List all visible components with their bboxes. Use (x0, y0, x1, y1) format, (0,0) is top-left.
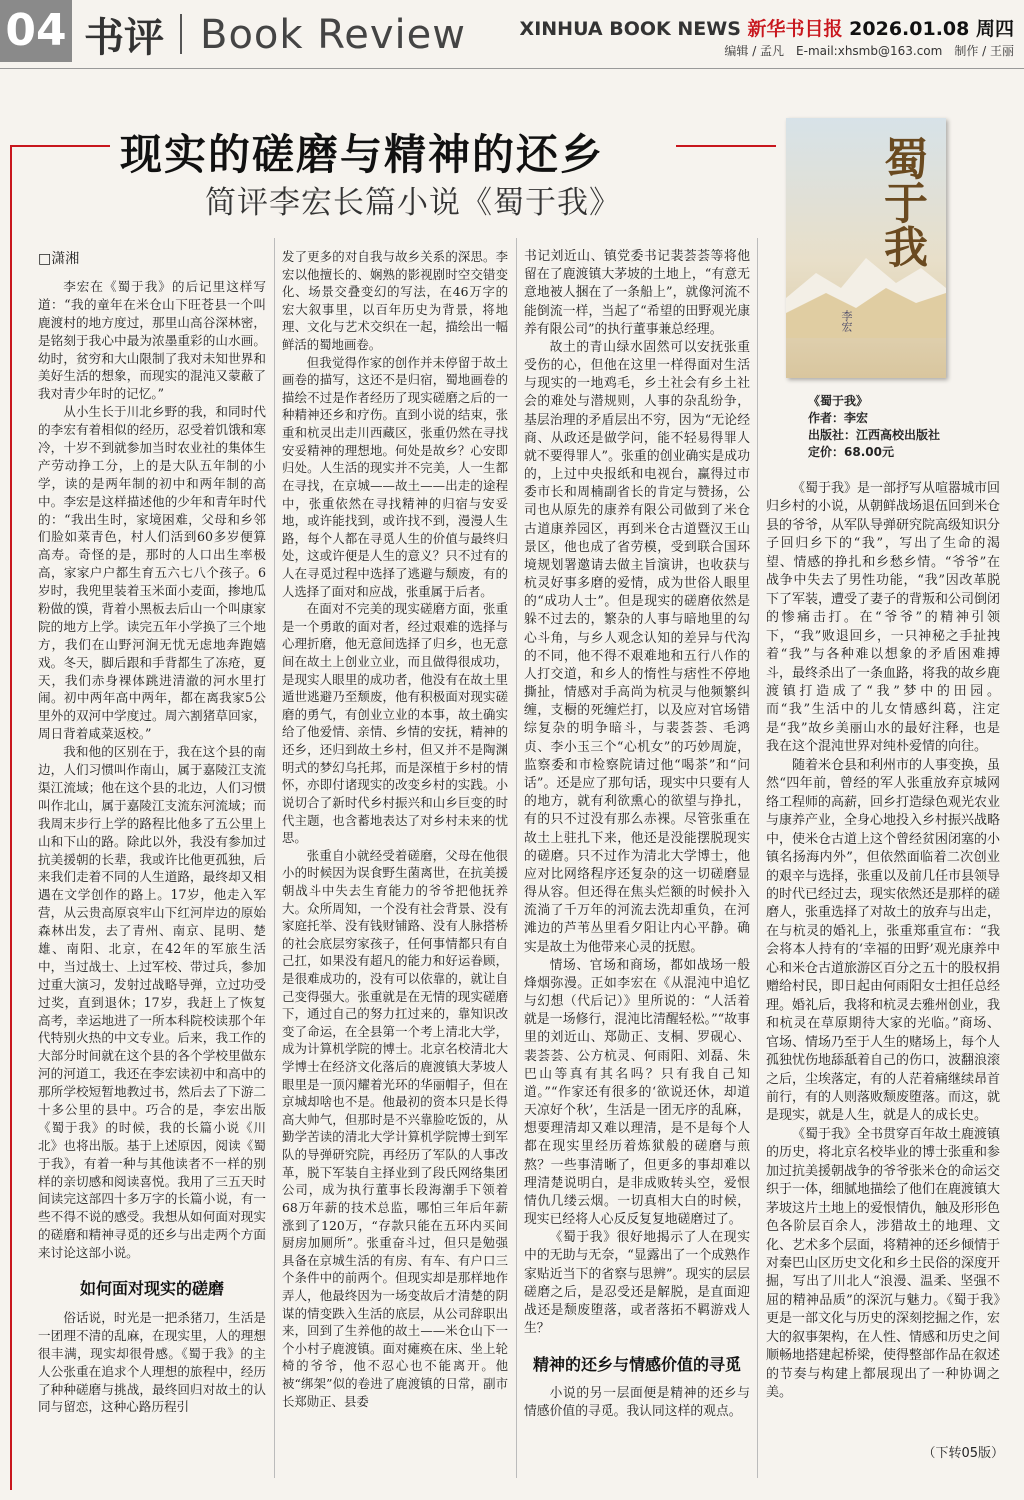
paragraph: 书记刘近山、镇党委书记裴荟荟等将他留在了鹿渡镇大茅坡的土地上，“有意无意地被人捆在了一条船上”，就像河流不能倒流一样，当起了“希望的田野观光康养有限公司”的执行董事兼总经理。 (524, 249, 750, 337)
paragraph: 从小生长于川北乡野的我，和同时代的李宏有着相似的经历，忍受着饥饿和寒冷，十岁不到就参加当时农业社的集体生产劳动挣工分，上的是大队五年制的小学，读的是两年制的初中和两年制的高中。李宏是这样描述他的少年和青年时代的：“我出生时，家境困难，父母和乡邻们脸如菜青色，村人们活到60多岁便算高寿。奇怪的是，那时的人口出生率极高，家家户户都生育五六七八个孩子。6岁时，我兜里装着玉米面小麦面，掺地瓜粉做的馍，背着小黑板去后山一个叫康家院的地方上学。读完五年小学换了三个地方，我们在山野河涧无忧无虑地奔跑嬉戏。冬天，脚后跟和手背都生了冻疮，夏天，我们赤身裸体跳进清澈的河水里打闹。初中两年高中两年，都在离我家5公里外的双河中学度过。周六割猪草回家，周日背着咸菜返校。” (38, 404, 266, 742)
page-number: 04 (0, 0, 72, 62)
masthead (520, 14, 1014, 41)
continued-note: （下转05版） (922, 1446, 1004, 1461)
caption-title: 《蜀于我》 (808, 394, 869, 408)
caption-author: 作者：李宏 (808, 411, 869, 425)
paragraph: 故土的青山绿水固然可以安抚张重受伤的心，但他在这里一样得面对生活与现实的一地鸡毛，乡土社会有乡土社会的难处与潜规则，人事的杂乱纷争，基层治理的矛盾层出不穷，因为“无论经商、从政还是做学问，能不轻易得罪人就不要得罪人”。张重的创业确实是成功的，上过中央报纸和电视台，赢得过市委市长和周楠副省长的肯定与赞扬，公司也从原先的康养有限公司做到了米仓古道康养园区，再到米仓古道暨汉王山景区，他也成了省劳模，受到联合国环境规划署邀请去做主旨演讲，也收获与杭灵好事多磨的爱情，成为世俗人眼里的“成功人士”。但是现实的磋磨依然是躲不过去的，繁杂的人事与暗地里的勾心斗角，与乡人观念认知的差异与代沟的不同，他不得不艰难地和五行八作的人打交道，和乡人的惰性与痞性不停地撕扯，情感对手高尚为杭灵与他频繁纠缠，支橱的死缠烂打，以及应对官场错综复杂的明争暗斗，与裴荟荟、毛鸿贞、李小玉三个“心机女”的巧妙周旋，监察委和市检察院请过他“喝茶”和“问话”。还是应了那句话，现实中只要有人的地方，就有利欲熏心的欲望与挣扎，有的只不过没有那么赤裸。尽管张重在故土上驻扎下来，他还是没能摆脱现实的磋磨。只不过作为清北大学博士，他应对比网络程序还复杂的这一切磋磨显得从容。但还得在焦头烂额的时候扑入流淌了千万年的河流去洗却重负，在河滩边的芦苇丛里看夕阳让内心平静。确实是故土为他带来心灵的抚慰。 (524, 339, 750, 955)
paragraph: 在面对不完美的现实磋磨方面，张重是一个勇敢的面对者，经过艰难的选择与心理折磨，他无意间选择了归乡，也无意间在故土上创业立业，而且做得很成功，是现实人眼里的成功者，他没有在故土里遁世逃避乃至颓废，他有积极面对现实磋磨的勇气，有创业立业的本事，故土确实给了他爱情、亲情、乡情的安抚，精神的还乡，还归到故土乡村，但又并不是陶渊明式的梦幻乌托邦，而是深植于乡村的情怀，亦即付诸现实的改变乡村的实践。小说切合了新时代乡村振兴和山乡巨变的时代主题，也含蓄地表达了对乡村未来的忧思。 (282, 601, 508, 846)
column-rule (516, 238, 517, 1478)
header-rule (0, 68, 1024, 69)
cover-author: 李宏 (840, 310, 853, 332)
paper-name-cn: 新华书目报 (747, 18, 843, 40)
column-rule (274, 238, 275, 1478)
paragraph: 我和他的区别在于，我在这个县的南边，人们习惯叫作南山，属于嘉陵江支流渠江流域；他在这个县的北边，人们习惯叫作北山，属于嘉陵江支流东河流域；而我周末步行上学的路程比他多了五公里上山和下山的路。除此以外，我没有参加过抗美援朝的长辈，我或许比他更孤独，后来我们走着不同的人生道路，最终却又相遇在文学创作的路上。17岁，他走入军营，从云贵高原哀牢山下红河岸边的原始森林出发，去了青州、南京、昆明、楚雄、南阳、北京，在42年的军旅生活中，当过战士、上过军校、带过兵，参加过重大演习，发射过战略导弹，立过功受过奖，直到退休；17岁，我赶上了恢复高考，幸运地进了一所本科院校读那个年代特别火热的中文专业。后来，我工作的大部分时间就在这个县的各个学校里做东河的河道工，我还在李宏读初中和高中的那所学校短暂地教过书，然后去了下游二十多公里的县中。巧合的是，李宏出版《蜀于我》的时候，我的长篇小说《川北》也将出版。基于上述原因，阅读《蜀于我》，有着一种与其他读者不一样的别样的亲切感和阅读喜悦。我用了三五天时间读完这部四十多万字的长篇小说，有一些不得不说的感受。我想从如何面对现实的磋磨和精神寻觅的还乡与出走两个方面来讨论这部小说。 (38, 744, 266, 1261)
paragraph: 小说的另一层面便是精神的还乡与情感价值的寻觅。我认同这样的观点。 (524, 1386, 750, 1420)
section-divider (180, 14, 182, 54)
book-caption (808, 393, 940, 461)
frame-top-left-line (10, 145, 110, 147)
paragraph: 《蜀于我》全书贯穿百年故土鹿渡镇的历史，将北京名校毕业的博士张重和参加过抗美援朝战争的爷爷张米仓的命运交织于一体，细腻地描绘了他们在鹿渡镇大茅坡这片土地上的爱恨情仇，触及形形色色各阶层百余人，涉猎故土的地理、文化、艺术多个层面，将精神的还乡倾情于对秦巴山区历史文化和乡土民俗的深度开掘，写出了川北人“浪漫、温柔、坚强不屈的精神品质”的深沉与魅力。《蜀于我》更是一部文化与历史的深刻挖掘之作，宏大的叙事架构，在人性、情感和历史之间顺畅地搭建起桥梁，使得整部作品在叙述的节奏与构建上都展现出了一种协调之美。 (766, 1126, 1001, 1401)
caption-price: 定价：68.00元 (808, 445, 894, 459)
paragraph: 《蜀于我》很好地揭示了人在现实中的无助与无奈，“显露出了一个成熟作家贴近当下的省察与思辨”。现实的层层磋磨之后，是忍受还是解脱，是直面迎战还是颓废堕落，或者落拓不羁游戏人生？ (524, 1230, 750, 1337)
column-4 (766, 480, 1000, 1403)
byline: □潇湘 (38, 251, 80, 267)
article-subtitle: 简评李宏长篇小说《蜀于我》 (205, 185, 621, 221)
paragraph: 随着米仓县和利州市的人事变换，虽然“四年前，曾经的军人张重放弃京城网络工程师的高薪，回乡打造绿色观光农业与康养产业，全身心地投入乡村振兴战略中，使米仓古道上这个曾经贫困闭塞的小镇名扬海内外”，但依然面临着二次创业的艰辛与选择，张重以及前几任市县领导的时代已经过去，现实依然还是那样的磋磨人，张重选择了对故土的放弃与出走，在与杭灵的婚礼上，张重郑重宣布：“我会将本人持有的‘幸福的田野’观光康养中心和米仓古道旅游区百分之五十的股权捐赠给村民，即日起由何雨阳女士担任总经理。婚礼后，我将和杭灵去雅州创业，我和杭灵在草原期待大家的光临。”商场、官场、情场乃至于人生的赌场上，每个人孤独忧伤地舔舐着自己的伤口，波翻浪滚之后，尘埃落定，有的人茫着痛继续昂首前行，有的人则落败颓废堕落。而这，就是现实，就是人生，就是人的成长史。 (766, 757, 1001, 1124)
issue-weekday: 周四 (975, 18, 1014, 40)
frame-top-right-line (676, 145, 776, 147)
book-cover-image (786, 118, 946, 378)
section-title-en: Book Review (200, 12, 466, 58)
frame-left-line (10, 145, 12, 1490)
section-heading: 精神的还乡与情感价值的寻觅 (532, 1355, 741, 1375)
paragraph: 俗话说，时光是一把杀猪刀，生活是一团理不清的乱麻，在现实里，人的理想很丰满，现实却很骨感。《蜀于我》的主人公张重在追求个人理想的旅程中，经历了种种磋磨与挑战，最终回归对故土的认同与留恋，这种心路历程引 (38, 1309, 266, 1415)
column-3 (524, 248, 750, 1422)
article-title: 现实的磋磨与精神的还乡 (120, 130, 605, 179)
column-1 (38, 248, 266, 1416)
editor-line: 编辑 / 孟凡 E-mail:xhsmb@163.com 制作 / 王丽 (724, 44, 1014, 58)
paper-name-en: XINHUA BOOK NEWS (519, 18, 741, 40)
paragraph: 但我觉得作家的创作并未停留于故土画卷的描写，这还不是归宿，蜀地画卷的描绘不过是作者经历了现实磋磨之后的一种精神还乡和疗伤。直到小说的结束，张重和杭灵出走川西藏区，张重仍然在寻找安妥精神的理想地。何处是故乡？心安即归处。人生活的现实并不完美，人一生都在寻找，在京城——故土——出走的途程中，张重依然在寻找精神的归宿与安妥地，或许能找到，或许找不到，漫漫人生路，每个人都在寻觅人生的价值与最终归处，这或许便是人生的意义？只不过有的人在寻觅过程中选择了逃避与颓废，有的人选择了面对和应战，张重属于后者。 (282, 354, 508, 599)
column-rule (757, 238, 758, 1478)
page-header (0, 0, 1024, 70)
paragraph: 李宏在《蜀于我》的后记里这样写道：“我的童年在米仓山下旺苍县一个叫鹿渡村的地方度过，那里山高谷深林密，是铭刻于我心中最为浓墨重彩的山水画。幼时，贫穷和大山限制了我对未知世界和美好生活的想象，而现实的混沌又蒙蔽了我对青少年时的记忆。” (38, 279, 266, 402)
issue-date: 2026.01.08 (849, 18, 970, 40)
column-2 (282, 248, 508, 1410)
paragraph: 张重自小就经受着磋磨，父母在他很小的时候因为误食野生菌离世，在抗美援朝战斗中失去生育能力的爷爷把他抚养大。众所周知，一个没有社会背景、没有家庭托举、没有钱财铺路、没有人脉搭桥的社会底层穷家孩子，任何事情都只有自己扛，如果没有超凡的能力和好运眷顾，是很难成功的，没有可以依靠的，就让自己变得强大。张重就是在无情的现实磋磨下，通过自己的努力扛过来的，靠知识改变了命运，在全县第一个考上清北大学，成为计算机学院的博士。北京名校清北大学博士在经济文化落后的鹿渡镇大茅坡人眼里是一顶闪耀着光环的华丽帽子，但在京城却啥也不是。他最初的资本只是长得高大帅气，但那时是不兴靠脸吃饭的，从勤学苦读的清北大学计算机学院博士到军队的导弹研究院，再经历了军队的人事改革，脱下军装自主择业到了段氏网络集团公司，成为执行董事长段海潮手下领着68万年薪的技术总监，哪怕三年后年薪涨到了120万，“存款只能在五环内买间厨房加厕所”。张重奋斗过，但只是勉强具备在京城生活的有房、有车、有户口三个条件中的前两个。但现实却是那样地作弄人，他最终因为一场变故后才清楚的阴谋的情变跌入生活的底层，从公司辞职出来，回到了生养他的故土——米仓山下一个小村子鹿渡镇。面对瘫痪在床、坐上轮椅的爷爷，他不忍心也不能离开。他被“绑架”似的卷进了鹿渡镇的日常，副市长郑勋正、县委 (282, 847, 508, 1409)
section-title-cn: 书评 (84, 15, 164, 61)
paragraph: 《蜀于我》是一部抒写从喧嚣城市回归乡村的小说，从朝鲜战场退伍回到米仓县的爷爷，从军队导弹研究院高级知识分子回归乡下的“我”，写出了生命的渴望、情感的挣扎和乡愁乡情。“爷爷”在战争中失去了男性功能，“我”因改革脱下了军装，遭受了妻子的背叛和公司倒闭的惨痛击打。在“爷爷”的精神引领下，“我”败退回乡，一只神秘之手扯拽着“我”与各种难以想象的矛盾困难搏斗，最终杀出了一条血路，将我的故乡鹿渡镇打造成了“我”梦中的田园。而“我”生活中的儿女情感纠葛，注定是“我”故乡美丽山水的最好注释，也是我在这个混沌世界对纯朴爱情的向往。 (766, 481, 1001, 755)
caption-publisher: 出版社：江西高校出版社 (808, 428, 941, 442)
paragraph: 发了更多的对自我与故乡关系的深思。李宏以他擅长的、娴熟的影视剧时空交错变化、场景交叠变幻的写法，在46万字的宏大叙事里，以百年历史为背景，将地理、文化与艺术交织在一起，描绘出一幅鲜活的蜀地画卷。 (282, 249, 508, 353)
section-heading: 如何面对现实的磋磨 (79, 1278, 224, 1298)
cover-title-calligraphy: 蜀于我 (876, 136, 927, 268)
paragraph: 情场、官场和商场，都如战场一般烽烟弥漫。正如李宏在《从混沌中追忆与幻想（代后记）》里所说的：“人活着就是一场修行，混沌比清醒轻松。”“故事里的刘近山、郑勋正、支桐、罗砚心、裴荟荟、公方杭灵、何雨阳、刘磊、朱巴山等真有其名吗？只有我自己知道。”“作家还有很多的‘欲说还休，却道天凉好个秋’，生活是一团无序的乱麻，想要理清却又难以理清，是不是每个人都在现实里经历着炼狱般的磋磨与煎熬？一些事清晰了，但更多的事却难以理清楚说明白，是非成败转头空，爱恨情仇几缕云烟。一切真相大白的时候，现实已经将人心反反复复地磋磨过了。 (524, 957, 750, 1228)
